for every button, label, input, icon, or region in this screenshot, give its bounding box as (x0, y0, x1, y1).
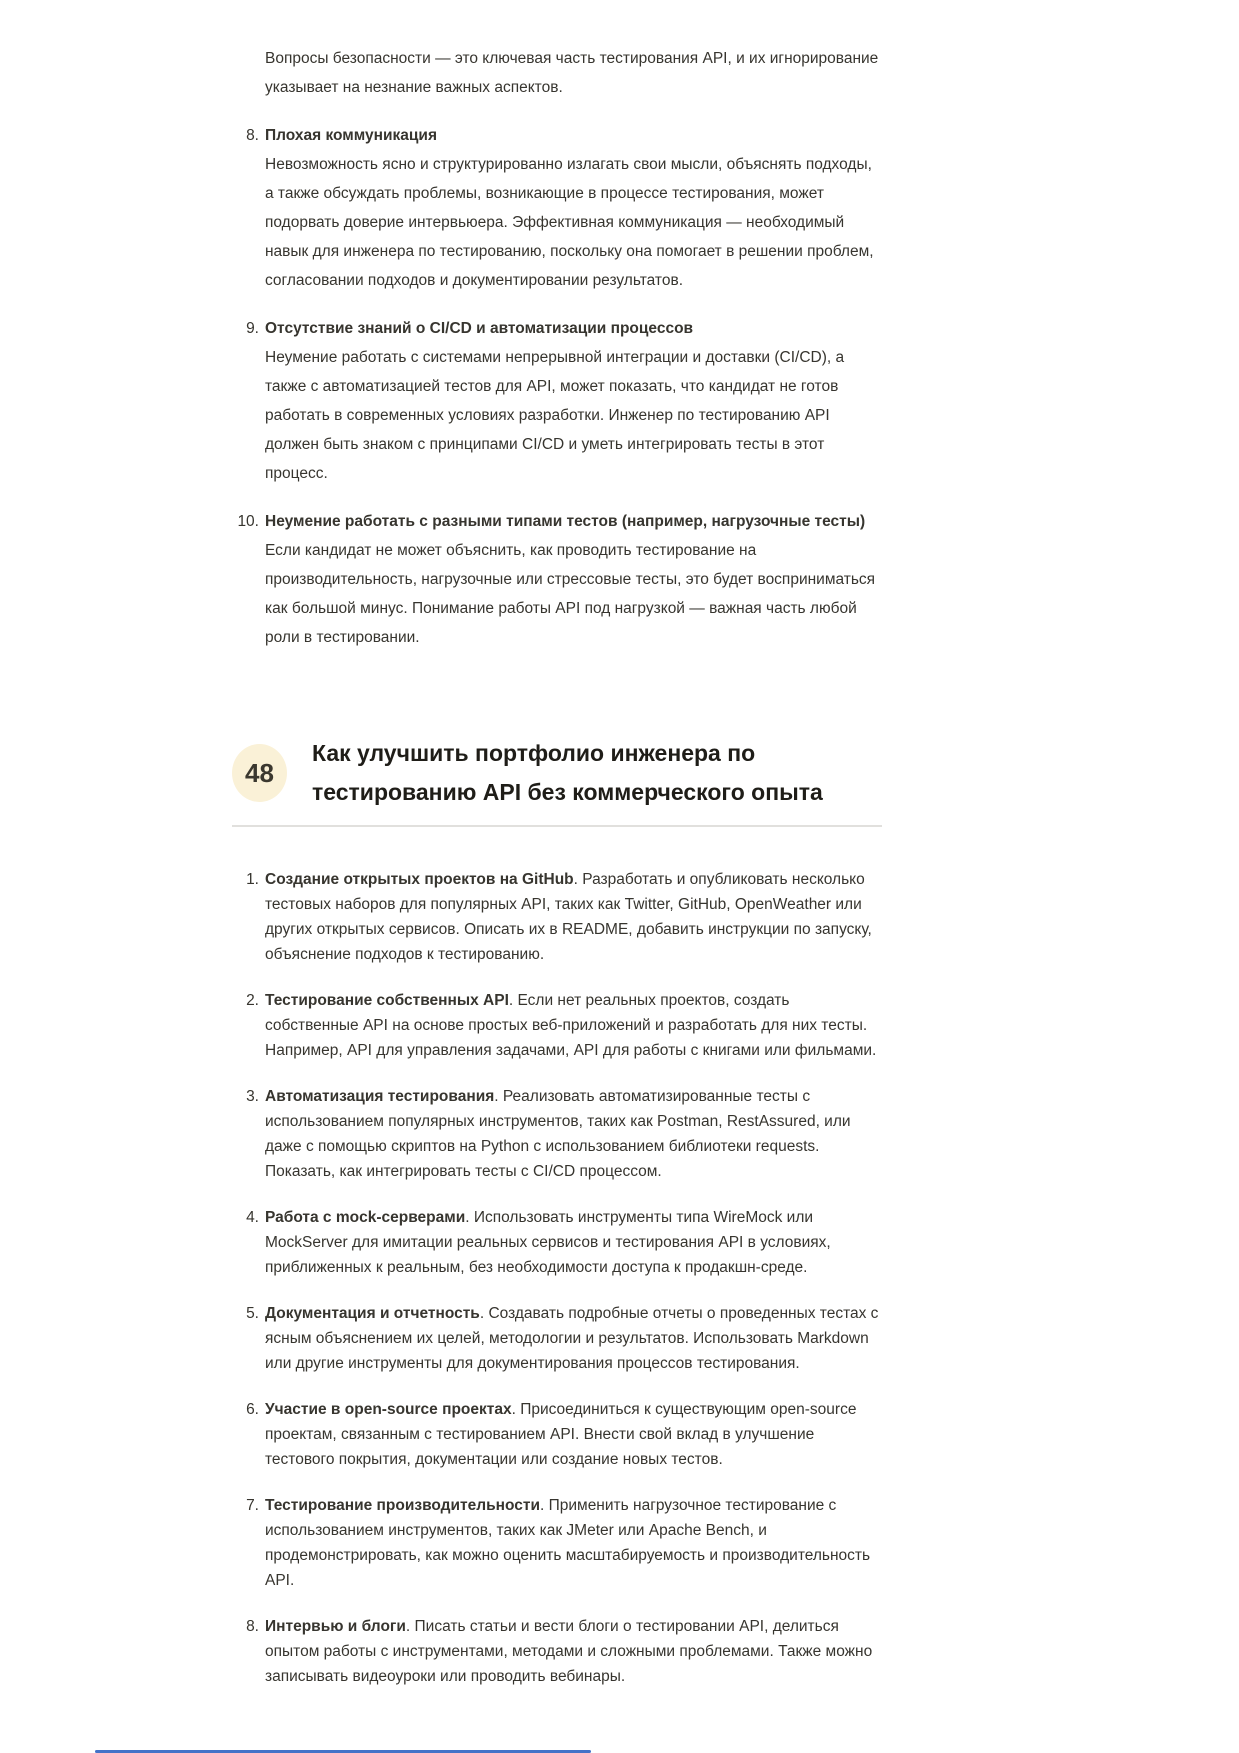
list-item (232, 314, 882, 488)
list-item-title: Автоматизация тестирования (265, 1088, 495, 1105)
section-number-badge (232, 744, 287, 802)
list-item-title: Участие в open-source проектах (265, 1401, 512, 1418)
list-item (232, 1084, 882, 1184)
list-item-title: Тестирование собственных API (265, 992, 509, 1009)
list-item-body: . Присоединиться к существующим open-source проектам, связанным с тестированием API. Внести свой вклад в улучшение тестового покрытия, документации или создание новых тестов. (265, 1401, 857, 1468)
list-item-title: Создание открытых проектов на GitHub (265, 871, 574, 888)
list-item-title: Документация и отчетность (265, 1305, 480, 1322)
list-item-body: Неумение работать с системами непрерывной интеграции и доставки (CI/CD), а также с автоматизацией тестов для API, может показать, что кандидат не готов работать в современных условиях разработки. Инженер по тестированию API должен быть знаком с принципами CI/CD и уметь интегрировать тесты в этот процесс. (265, 349, 845, 482)
list-item (232, 1205, 882, 1280)
section-title (312, 734, 823, 812)
tips-list (232, 867, 882, 1689)
list-item (232, 1397, 882, 1472)
list-item-title: Неумение работать с разными типами тестов (например, нагрузочные тесты) (265, 513, 866, 530)
list-item (232, 1301, 882, 1376)
list-number: 6. (246, 1401, 259, 1418)
list-item-body: . Использовать инструменты типа WireMock или MockServer для имитации реальных сервисов и тестирования API в условиях, приближенных к реальным, без необходимости доступа к продакшн-среде. (265, 1209, 831, 1276)
section-title-line-2: тестированию API без коммерческого опыта (312, 779, 823, 805)
list-item-title: Интервью и блоги (265, 1618, 406, 1635)
list-item-body: . Реализовать автоматизированные тесты с использованием популярных инструментов, таких как Postman, RestAssured, или даже с помощью скриптов на Python с использованием библиотеки requests. Показать, как интегрировать тесты с CI/CD процессом. (265, 1088, 851, 1180)
section-number: 48 (245, 757, 274, 788)
list-item-body: . Применить нагрузочное тестирование с использованием инструментов, таких как JMeter или Apache Bench, и продемонстрировать, как можно оценить масштабируемость и производительность API. (265, 1497, 871, 1589)
list-item-title: Отсутствие знаний о CI/CD и автоматизации процессов (265, 320, 694, 337)
list-item (232, 1614, 882, 1689)
section-divider (232, 825, 882, 827)
mistakes-list (232, 121, 882, 652)
list-number: 10. (237, 513, 259, 530)
list-item-title: Тестирование производительности (265, 1497, 540, 1514)
list-item (232, 867, 882, 967)
list-item-body: . Разработать и опубликовать несколько тестовых наборов для популярных API, таких как Twitter, GitHub, OpenWeather или других открытых сервисов. Описать их в README, добавить инструкции по запуску, объяснение подходов к тестированию. (265, 871, 872, 963)
list-item-title: Плохая коммуникация (265, 127, 437, 144)
list-item-body: . Писать статьи и вести блоги о тестировании API, делиться опытом работы с инструментами, методами и сложными проблемами. Также можно записывать видеоуроки или проводить вебинары. (265, 1618, 873, 1685)
list-item-body: Невозможность ясно и структурированно излагать свои мысли, объяснять подходы, а также обсуждать проблемы, возникающие в процессе тестирования, может подорвать доверие интервьюера. Эффективная коммуникация — необходимый навык для инженера по тестированию, поскольку она помогает в решении проблем, согласовании подходов и документировании результатов. (265, 156, 874, 289)
list-item (232, 988, 882, 1063)
intro-paragraph: Вопросы безопасности — это ключевая часть тестирования API, и их игнорирование указывает на незнание важных аспектов. (265, 50, 879, 96)
list-item-title: Работа с mock-серверами (265, 1209, 466, 1226)
section-title-line-1: Как улучшить портфолио инженера по (312, 740, 756, 766)
page-content (232, 44, 882, 1689)
list-number: 5. (246, 1305, 259, 1322)
list-item (232, 121, 882, 295)
list-number: 8. (246, 1618, 259, 1635)
list-number: 9. (246, 320, 259, 337)
section-48-header (232, 734, 882, 812)
list-item (232, 1493, 882, 1593)
list-item (232, 507, 882, 652)
list-number: 3. (246, 1088, 259, 1105)
list-number: 7. (246, 1497, 259, 1514)
list-number: 8. (246, 127, 259, 144)
list-number: 1. (246, 871, 259, 888)
list-item-body: . Создавать подробные отчеты о проведенных тестах с ясным объяснением их целей, методологии и результатов. Использовать Markdown или другие инструменты для документирования процессов тестирования. (265, 1305, 879, 1372)
list-item-body: . Если нет реальных проектов, создать собственные API на основе простых веб-приложений и разработать для них тесты. Например, API для управления задачами, API для работы с книгами или фильмами. (265, 992, 877, 1059)
list-number: 4. (246, 1209, 259, 1226)
list-item-body: Если кандидат не может объяснить, как проводить тестирование на производительность, нагрузочные или стрессовые тесты, это будет восприниматься как большой минус. Понимание работы API под нагрузкой — важная часть любой роли в тестировании. (265, 542, 876, 646)
list-number: 2. (246, 992, 259, 1009)
